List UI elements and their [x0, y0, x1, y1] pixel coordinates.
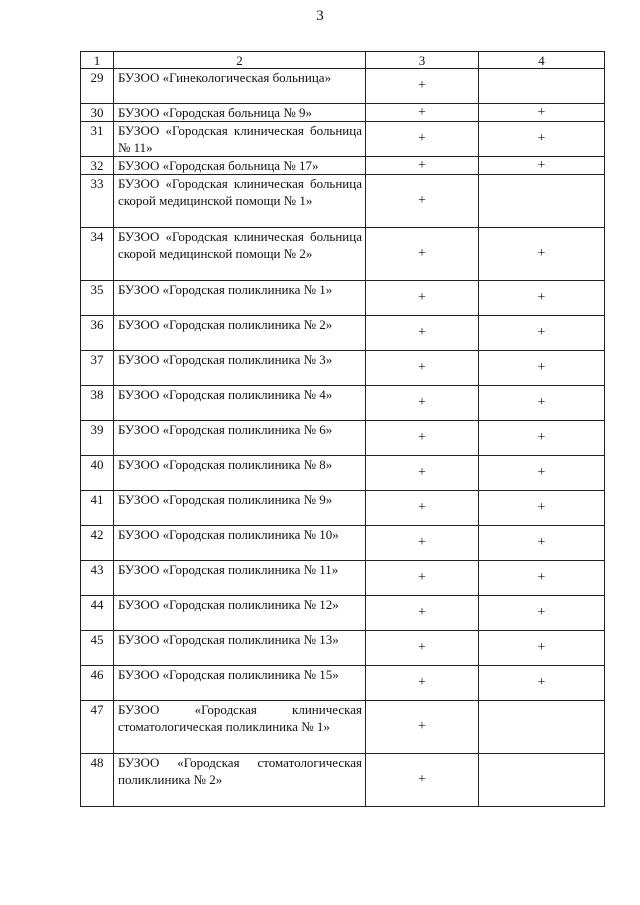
institutions-table	[80, 51, 605, 807]
column-3-mark: +	[366, 491, 479, 526]
column-3-mark: +	[366, 69, 479, 104]
table-row	[81, 351, 605, 386]
column-3-mark: +	[366, 421, 479, 456]
column-4-mark: +	[479, 122, 605, 157]
column-3-mark: +	[366, 631, 479, 666]
table-row	[81, 316, 605, 351]
institution-name: БУЗОО «Городская больница № 9»	[114, 104, 366, 122]
column-3-mark: +	[366, 561, 479, 596]
row-number: 46	[81, 666, 114, 701]
header-col-3: 3	[366, 52, 479, 69]
table-row	[81, 228, 605, 281]
table-row	[81, 157, 605, 175]
header-col-2: 2	[114, 52, 366, 69]
row-number: 38	[81, 386, 114, 421]
column-4-mark: +	[479, 316, 605, 351]
table-row	[81, 122, 605, 157]
institution-name: БУЗОО «Городская клиническая больница скорой медицинской помощи № 1»	[114, 175, 366, 228]
institution-name: БУЗОО «Городская поликлиника № 1»	[114, 281, 366, 316]
table-row	[81, 281, 605, 316]
table-row	[81, 701, 605, 754]
header-col-1: 1	[81, 52, 114, 69]
column-4-mark: +	[479, 596, 605, 631]
institution-name: БУЗОО «Городская клиническая больница № 11»	[114, 122, 366, 157]
column-3-mark: +	[366, 104, 479, 122]
column-3-mark: +	[366, 701, 479, 754]
row-number: 33	[81, 175, 114, 228]
header-col-4: 4	[479, 52, 605, 69]
row-number: 42	[81, 526, 114, 561]
institution-name: БУЗОО «Городская больница № 17»	[114, 157, 366, 175]
table-row	[81, 421, 605, 456]
institution-name: БУЗОО «Городская поликлиника № 13»	[114, 631, 366, 666]
column-4-mark: +	[479, 631, 605, 666]
row-number: 31	[81, 122, 114, 157]
row-number: 41	[81, 491, 114, 526]
column-3-mark: +	[366, 281, 479, 316]
table-row	[81, 754, 605, 807]
row-number: 36	[81, 316, 114, 351]
column-4-mark: +	[479, 456, 605, 491]
table-row	[81, 561, 605, 596]
institution-name: БУЗОО «Городская клиническая больница скорой медицинской помощи № 2»	[114, 228, 366, 281]
institution-name: БУЗОО «Городская поликлиника № 12»	[114, 596, 366, 631]
institution-name: БУЗОО «Городская поликлиника № 9»	[114, 491, 366, 526]
column-4-mark: +	[479, 386, 605, 421]
table-body	[81, 69, 605, 807]
column-4-mark: +	[479, 157, 605, 175]
column-4-mark: +	[479, 491, 605, 526]
institution-name: БУЗОО «Городская поликлиника № 15»	[114, 666, 366, 701]
column-3-mark: +	[366, 316, 479, 351]
institution-name: БУЗОО «Городская стоматологическая поликлиника № 2»	[114, 754, 366, 807]
table-row	[81, 526, 605, 561]
row-number: 40	[81, 456, 114, 491]
institution-name: БУЗОО «Городская поликлиника № 2»	[114, 316, 366, 351]
column-3-mark: +	[366, 157, 479, 175]
column-4-mark: +	[479, 104, 605, 122]
table-row	[81, 386, 605, 421]
column-3-mark: +	[366, 754, 479, 807]
column-3-mark: +	[366, 666, 479, 701]
column-3-mark: +	[366, 596, 479, 631]
table-row	[81, 596, 605, 631]
institution-name: БУЗОО «Городская поликлиника № 8»	[114, 456, 366, 491]
column-3-mark: +	[366, 386, 479, 421]
institution-name: БУЗОО «Гинекологическая больница»	[114, 69, 366, 104]
column-4-mark: +	[479, 228, 605, 281]
column-4-mark: +	[479, 351, 605, 386]
row-number: 37	[81, 351, 114, 386]
column-3-mark: +	[366, 122, 479, 157]
page-number: 3	[316, 8, 324, 24]
table-row	[81, 175, 605, 228]
table-row	[81, 104, 605, 122]
institution-name: БУЗОО «Городская поликлиника № 10»	[114, 526, 366, 561]
table-row	[81, 69, 605, 104]
institution-name: БУЗОО «Городская поликлиника № 6»	[114, 421, 366, 456]
row-number: 30	[81, 104, 114, 122]
column-3-mark: +	[366, 456, 479, 491]
institution-name: БУЗОО «Городская поликлиника № 3»	[114, 351, 366, 386]
row-number: 34	[81, 228, 114, 281]
column-3-mark: +	[366, 351, 479, 386]
row-number: 43	[81, 561, 114, 596]
column-4-mark	[479, 69, 605, 104]
column-3-mark: +	[366, 228, 479, 281]
column-4-mark	[479, 175, 605, 228]
row-number: 45	[81, 631, 114, 666]
institution-name: БУЗОО «Городская клиническая стоматологическая поликлиника № 1»	[114, 701, 366, 754]
table-row	[81, 631, 605, 666]
institution-name: БУЗОО «Городская поликлиника № 11»	[114, 561, 366, 596]
column-4-mark: +	[479, 281, 605, 316]
row-number: 29	[81, 69, 114, 104]
column-4-mark: +	[479, 526, 605, 561]
table-row	[81, 666, 605, 701]
row-number: 35	[81, 281, 114, 316]
column-3-mark: +	[366, 175, 479, 228]
table-row	[81, 491, 605, 526]
column-4-mark: +	[479, 421, 605, 456]
column-4-mark: +	[479, 561, 605, 596]
institution-name: БУЗОО «Городская поликлиника № 4»	[114, 386, 366, 421]
row-number: 39	[81, 421, 114, 456]
header-row	[81, 52, 605, 69]
column-3-mark: +	[366, 526, 479, 561]
row-number: 47	[81, 701, 114, 754]
row-number: 32	[81, 157, 114, 175]
column-4-mark	[479, 754, 605, 807]
column-4-mark	[479, 701, 605, 754]
table-row	[81, 456, 605, 491]
row-number: 48	[81, 754, 114, 807]
column-4-mark: +	[479, 666, 605, 701]
row-number: 44	[81, 596, 114, 631]
